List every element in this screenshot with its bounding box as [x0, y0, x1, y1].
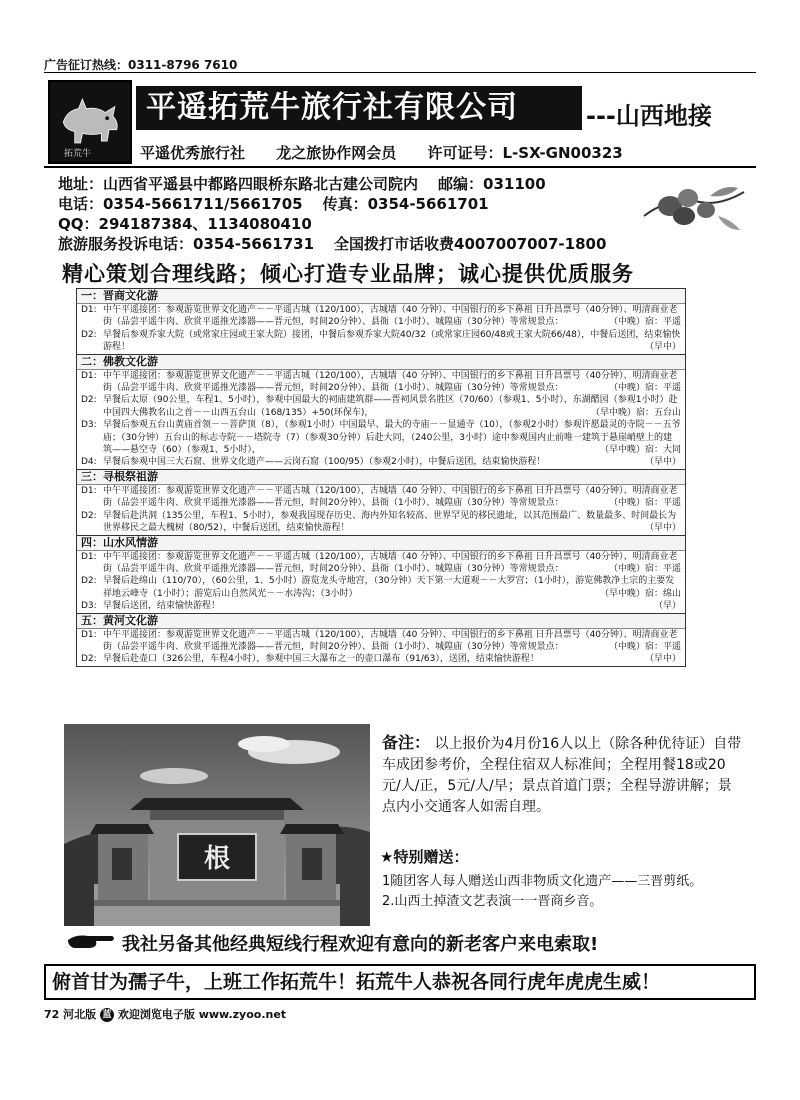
day-label: D2: — [81, 576, 97, 587]
day-meal: （中晚）宿：平遥 — [608, 641, 681, 652]
day-meal: （早中） — [644, 654, 681, 665]
route-title: 一：晋商文化游 — [77, 289, 685, 304]
day-text: 早餐后参观五台山黄庙首领－－菩萨顶（8），（参观1小时）中国最早、最大的寺庙－－显通寺（10），（参观2小时）参观许愿最灵的寺院－－五爷庙；（30分钟）五台山的标志寺院－－塔院寺（7）（参观30分钟）后赴大同，（240公里，3小时）途中参观国内止前唯一建筑于悬崖峭壁上的建筑——悬空寺（60）（参观1、5小时）， — [103, 420, 681, 456]
company-suffix: ---山西地接 — [586, 102, 712, 130]
route-day — [77, 575, 685, 600]
route-ancestry — [77, 470, 685, 536]
day-text: 早餐后参观乔家大院（或常家庄园或王家大院）接团，中餐后参观乔家大院40/32（或常家庄园60/48或王家大院66/48），中餐后送团，结束愉快游程！ — [103, 329, 681, 353]
qq-line — [58, 214, 698, 234]
route-title: 三：寻根祭祖游 — [77, 470, 685, 485]
day-label: D1: — [81, 551, 97, 562]
route-day — [77, 456, 685, 468]
day-label: D1: — [81, 629, 97, 640]
route-day — [77, 485, 685, 510]
day-text: 早餐后参观中国三大石窟、世界文化遗产——云岗石窟（100/95）（参观2小时），中餐后送团，结束愉快游程！ — [103, 457, 546, 468]
route-title: 五：黄河文化游 — [77, 614, 685, 629]
day-label: D2: — [81, 395, 97, 406]
day-label: D2: — [81, 329, 97, 340]
fax: 传真：0354-5661701 — [322, 195, 489, 213]
company-credentials — [140, 142, 760, 163]
ad-hotline: 广告征订热线：0311-8796 7610 — [44, 58, 238, 72]
route-day — [77, 304, 685, 329]
day-meal: （中晚）宿：平遥 — [608, 563, 681, 574]
gift-item: 1随团客人每人赠送山西非物质文化遗产——三晋剪纸。 — [382, 874, 703, 889]
page-number: 72 — [44, 1008, 60, 1021]
qq: QQ：294187384、1134080410 — [58, 215, 312, 233]
route-day — [77, 551, 685, 576]
company-name: 平遥拓荒牛旅行社有限公司 — [136, 86, 582, 130]
address: 地址：山西省平遥县中都路四眼桥东路北古建公司院内 — [58, 175, 419, 193]
day-label: D2: — [81, 510, 97, 521]
route-yellow-river — [77, 614, 685, 666]
edition-badge: 蓝 — [100, 1008, 114, 1022]
zip-code: 邮编：031100 — [438, 175, 546, 193]
day-meal: （早中晚）宿：绵山 — [599, 588, 681, 599]
day-text: 早餐后赴洪洞（135公里，车程1、5小时），参观我国现存历史、海内外知名较高、世界罕见的移民遗址，以其范围最广、数量最多、时间最长为世界移民之最大槐树（80/52），中餐后送团，结束愉快游程！ — [103, 510, 677, 534]
day-text: 早餐后太原（90公里，车程1、5小时），参观中国最大的祠庙建筑群——晋祠风景名胜区（70/60）（参观1、5小时），东湖醋园（参观1小时）赴中国四大佛教名山之首－－山西五台山（168/135）+50(环保车)， — [103, 395, 678, 418]
header-divider — [44, 166, 756, 168]
gate-character: 根 — [203, 844, 231, 874]
edition: 河北版 — [63, 1008, 97, 1021]
day-meal: （早中晚）宿：五台山 — [590, 407, 681, 418]
greeting-banner: 俯首甘为孺子牛，上班工作拓荒牛！拓荒牛人恭祝各同行虎年虎虎生威！ — [44, 964, 756, 1000]
day-meal: （中晚）宿：平遥 — [608, 498, 681, 509]
day-meal: （中晚）宿：平遥 — [608, 317, 681, 328]
logo-caption: 拓荒牛 — [64, 149, 92, 159]
day-text: 早餐后赴壶口（326公里，车程4小时），参观中国三大瀑布之一的壶口瀑布（91/63），送团，结束愉快游程！ — [103, 654, 539, 665]
day-text: 早餐后赴绵山（110/70），（60公里，1、5小时）游览龙头寺地宫，（30分钟）天下第一大道观－－大罗宫；（1小时），游览佛教净土宗的主要发祥地云峰寺（1小时）；游览后山自然风光－－水涛沟；（3小时） — [103, 576, 675, 599]
route-title: 二：佛教文化游 — [77, 355, 685, 370]
page-footer — [44, 1006, 286, 1022]
route-table — [76, 288, 686, 667]
gate-photo — [64, 724, 370, 926]
ancestral-gate-image — [64, 724, 370, 926]
route-day — [77, 370, 685, 395]
route-jinshang — [77, 289, 685, 355]
gift-item: 2.山西土掉渣文艺表演一一晋商乡音。 — [382, 894, 603, 909]
day-text: 中午平遥接团：参观游览世界文化遗产－－平遥古城（120/100），古城墙（40 分钟）、中国银行的乡下鼻祖 日升昌票号（40分钟）、明清商业老街（品尝平遥牛肉、欣赏平遥推光漆器——晋元恒，时间20分钟）、县衙（1小时）、城隍庙（30分钟）等常规景点： — [103, 370, 678, 394]
day-meal: （早中） — [644, 523, 681, 534]
route-day — [77, 394, 685, 419]
remark-label: 备注： — [382, 733, 431, 752]
day-meal: （早中晚）宿：大同 — [599, 445, 681, 456]
route-day — [77, 629, 685, 654]
day-label: D1: — [81, 305, 97, 315]
day-label: D1: — [81, 485, 97, 496]
complaint-line — [58, 234, 698, 254]
day-label: D3: — [81, 601, 97, 612]
flower-illustration — [640, 176, 750, 236]
route-day — [77, 419, 685, 456]
credential-excellent: 平遥优秀旅行社 — [140, 144, 246, 162]
route-day — [77, 510, 685, 535]
route-day — [77, 653, 685, 665]
cta-text: 我社另备其他经典短线行程欢迎有意向的新老客户来电索取! — [122, 934, 599, 955]
day-label: D2: — [81, 654, 97, 665]
gift-title: ★特别赠送： — [380, 848, 469, 866]
day-text: 中午平遥接团：参观游览世界文化遗产－－平遥古城（120/100），古城墙（40 分钟）、中国银行的乡下鼻祖 日升昌票号（40分钟）、明清商业老街（品尝平遥牛肉、欣赏平遥推光漆器——晋元恒，时间20分钟）、县衙（1小时）、城隍庙（30分钟）等常规景点： — [103, 551, 678, 574]
footer-url[interactable]: www.zyoo.net — [198, 1008, 287, 1021]
national-hotline: 全国拨打市话收费4007007007-1800 — [334, 235, 607, 253]
day-label: D1: — [81, 370, 97, 381]
day-meal: （早中） — [644, 457, 681, 468]
day-meal: （中晚）宿：平遥 — [608, 383, 681, 394]
route-day — [77, 329, 685, 354]
route-buddhism — [77, 355, 685, 470]
footer-text: 欢迎浏览电子版 — [117, 1008, 195, 1021]
route-landscape — [77, 536, 685, 614]
day-text: 中午平遥接团：参观游览世界文化遗产－－平遥古城（120/100），古城墙（40 分钟）、中国银行的乡下鼻祖 日升昌票号（40分钟）、明清商业老街（品尝平遥牛肉、欣赏平遥推光漆器——晋元恒，时间20分钟）、县衙（1小时）、城隍庙（30分钟）等常规景点： — [103, 629, 678, 652]
flower-icon — [640, 176, 750, 236]
day-meal: （早） — [653, 601, 681, 612]
phone-line — [58, 194, 698, 214]
phone: 电话：0354-5661711/5661705 — [58, 195, 303, 213]
complaint-phone: 旅游服务投诉电话：0354-5661731 — [58, 235, 315, 253]
route-title: 四：山水风情游 — [77, 536, 685, 551]
day-label: D3: — [81, 420, 97, 431]
remark-text: 以上报价为4月份16人以上（除各种优待证）自带车成团参考价，全程住宿双人标准间；全程用餐18或20元/人/正，5元/人/早；景点首道门票；全程导游讲解；景点内小交通客人如需自理。 — [382, 736, 742, 815]
day-text: 中午平遥接团：参观游览世界文化遗产－－平遥古城（120/100），古城墙（40 分钟）、中国银行的乡下鼻祖 日升昌票号（40分钟）、明清商业老街（品尝平遥牛肉、欣赏平遥推光漆器——晋元恒，时间20分钟）、县衙（1小时）、城隍庙（30分钟）等常规景点： — [103, 485, 678, 509]
remark-block — [382, 732, 744, 818]
top-divider — [44, 72, 756, 73]
day-text: 早餐后送团，结束愉快游程！ — [103, 601, 221, 612]
credential-member: 龙之旅协作网会员 — [276, 144, 397, 162]
pointing-hand-icon — [66, 932, 116, 950]
route-day — [77, 600, 685, 612]
license-number: 许可证号：L-SX-GN00323 — [427, 144, 623, 162]
slogan: 精心策划合理线路；倾心打造专业品牌；诚心提供优质服务 — [62, 262, 634, 286]
day-label: D4: — [81, 457, 97, 468]
address-line — [58, 174, 698, 194]
day-meal: （早中） — [644, 342, 681, 353]
day-text: 中午平遥接团：参观游览世界文化遗产－－平遥古城（120/100），古城墙（40 分钟）、中国银行的乡下鼻祖 日升昌票号（40分钟）、明清商业老街（品尝平遥牛肉、欣赏平遥推光漆器——晋元恒，时间20分钟）、县衙（1小时）、城隍庙（30分钟）等常规景点： — [103, 305, 678, 328]
